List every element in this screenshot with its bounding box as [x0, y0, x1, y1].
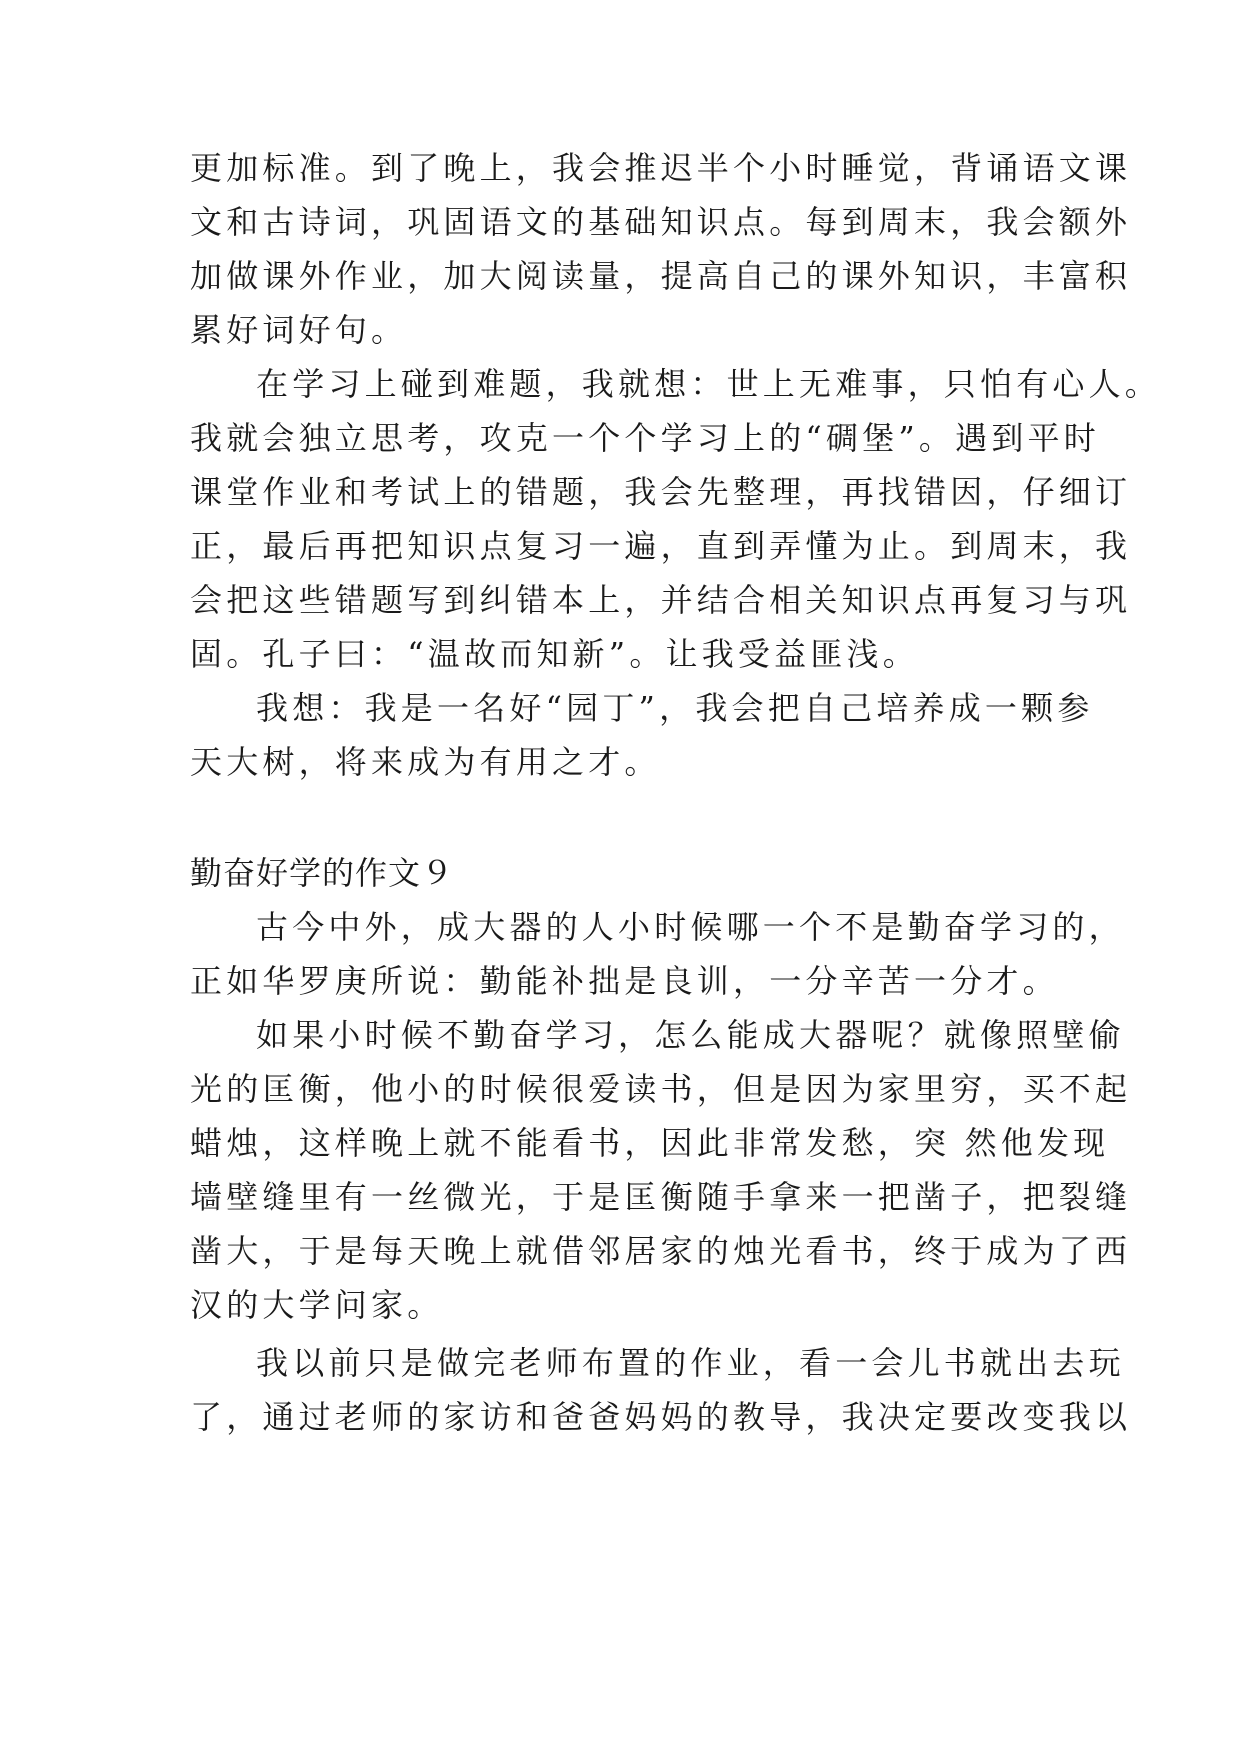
paragraph-line: 凿大，于是每天晚上就借邻居家的烛光看书，终于成为了西 — [190, 1232, 1132, 1270]
paragraph-line: 我就会独立思考，攻克一个个学习上的“碉堡”。遇到平时 — [190, 419, 1100, 457]
paragraph-line: 文和古诗词，巩固语文的基础知识点。每到周末，我会额外 — [190, 203, 1132, 241]
paragraph-line: 天大树，将来成为有用之才。 — [190, 743, 661, 781]
paragraph-line: 更加标准。到了晚上，我会推迟半个小时睡觉，背诵语文课 — [190, 149, 1132, 187]
paragraph-line: 我想：我是一名好“园丁”，我会把自己培养成一颗参 — [256, 689, 1094, 727]
paragraph-line: 课堂作业和考试上的错题，我会先整理，再找错因，仔细订 — [190, 473, 1132, 511]
section-heading: 勤奋好学的作文９ — [190, 854, 455, 892]
paragraph-line: 光的匡衡，他小的时候很爱读书，但是因为家里穷，买不起 — [190, 1070, 1132, 1108]
paragraph-line: 累好词好句。 — [190, 311, 408, 349]
paragraph-line: 蜡烛，这样晚上就不能看书，因此非常发愁，突 然他发现 — [190, 1124, 1110, 1162]
paragraph-line: 正，最后再把知识点复习一遍，直到弄懂为止。到周末，我 — [190, 527, 1132, 565]
paragraph-line: 会把这些错题写到纠错本上，并结合相关知识点再复习与巩 — [190, 581, 1132, 619]
paragraph-line: 汉的大学问家。 — [190, 1286, 444, 1324]
paragraph-line: 我以前只是做完老师布置的作业，看一会儿书就出去玩 — [256, 1344, 1125, 1382]
paragraph-line: 了，通过老师的家访和爸爸妈妈的教导，我决定要改变我以 — [190, 1398, 1132, 1436]
paragraph-line: 如果小时候不勤奋学习，怎么能成大器呢？就像照壁偷 — [256, 1016, 1125, 1054]
paragraph-line: 固。孔子曰：“温故而知新”。让我受益匪浅。 — [190, 635, 919, 673]
paragraph-line: 墙壁缝里有一丝微光，于是匡衡随手拿来一把凿子，把裂缝 — [190, 1178, 1132, 1216]
paragraph-line: 古今中外，成大器的人小时候哪一个不是勤奋学习的， — [256, 908, 1125, 946]
paragraph-line: 在学习上碰到难题，我就想：世上无难事，只怕有心人。 — [256, 365, 1162, 403]
paragraph-line: 正如华罗庚所说：勤能补拙是良训，一分辛苦一分才。 — [190, 962, 1059, 1000]
paragraph-line: 加做课外作业，加大阅读量，提高自己的课外知识，丰富积 — [190, 257, 1132, 295]
